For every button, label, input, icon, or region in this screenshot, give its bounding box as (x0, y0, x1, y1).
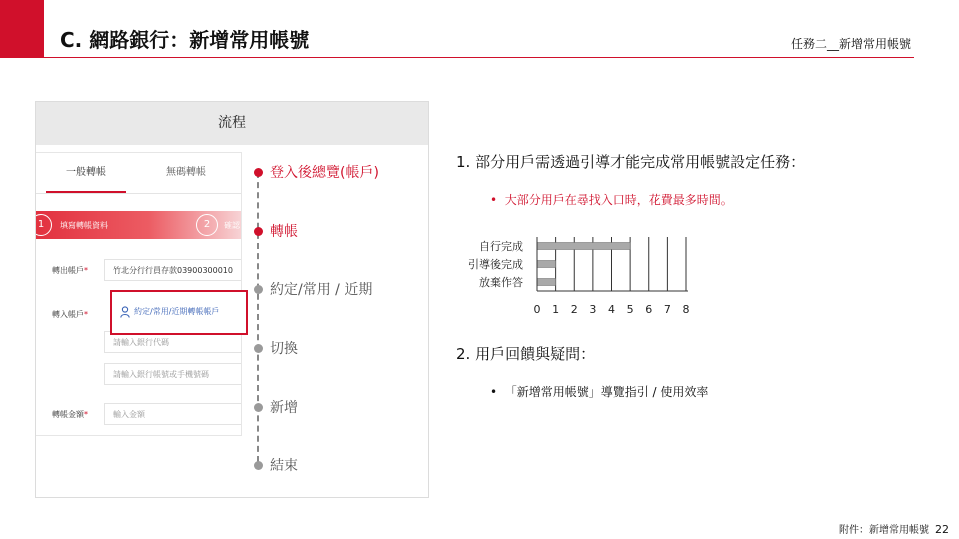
header-divider (44, 57, 914, 58)
chart-tick-label: 5 (626, 303, 634, 316)
chart-tick-label: 4 (608, 303, 615, 316)
chart-tick-label: 7 (663, 303, 671, 316)
to-account-label: 轉入帳戶* (52, 310, 88, 319)
flow-step-dot-2 (254, 227, 263, 236)
chart-tick-label: 2 (570, 303, 578, 316)
tab-divider (36, 193, 241, 194)
footer-appendix-label: 附件：新增常用帳號 (839, 525, 929, 536)
brand-accent-block (0, 0, 44, 58)
saved-accounts-link[interactable]: 約定/常用/近期轉帳帳戶 (134, 307, 220, 316)
chart-tick-label: 8 (682, 303, 690, 316)
user-icon (120, 306, 130, 318)
flow-panel-title: 流程 (36, 102, 428, 145)
from-account-label: 轉出帳戶* (52, 266, 88, 275)
step-2-label: 確認 (224, 221, 240, 230)
step-1-label: 填寫轉帳資料 (60, 221, 108, 230)
flow-step-dot-4 (254, 344, 263, 353)
footer (839, 521, 949, 536)
chart-bar (537, 261, 556, 268)
flow-step-end: 結束 (270, 458, 298, 474)
chart-bar (537, 279, 556, 286)
flow-connector-line (257, 172, 259, 462)
flow-step-dot-3 (254, 285, 263, 294)
bank-code-input[interactable]: 請輸入銀行代碼 (104, 331, 242, 353)
tab-cardless-transfer[interactable]: 無碼轉帳 (166, 167, 206, 178)
chart-category-label: 放棄作答 (479, 276, 523, 289)
task-label: 任務二__新增常用帳號 (790, 37, 911, 51)
tab-general-transfer[interactable]: 一般轉帳 (66, 167, 106, 178)
flow-step-login-overview: 登入後總覽(帳戶) (270, 165, 379, 181)
flow-step-saved-recent: 約定/常用 / 近期 (270, 282, 373, 298)
flow-step-transfer: 轉帳 (270, 224, 298, 240)
chart-tick-label: 6 (645, 303, 653, 316)
page-title: C. 網路銀行：新增常用帳號 (60, 28, 310, 52)
flow-step-add: 新增 (270, 400, 298, 416)
chart-bar (537, 243, 630, 250)
chart-tick-label: 0 (533, 303, 541, 316)
step-2-circle: 2 (196, 214, 218, 236)
chart-category-labels (468, 239, 523, 289)
finding-1-heading: 1. 部分用戶需透過引導才能完成常用帳號設定任務： (456, 153, 806, 171)
page-number: 22 (935, 523, 949, 536)
saved-accounts-link-highlight[interactable] (110, 290, 248, 335)
chart-bars (537, 243, 630, 286)
chart-tick-label: 1 (552, 303, 560, 316)
finding-2-bullet: • 「新增常用帳號」導覽指引 / 使用效率 (490, 385, 709, 399)
task-completion-chart (440, 230, 700, 322)
flow-step-dot-5 (254, 403, 263, 412)
account-number-input[interactable]: 請輸入銀行帳號或手機號碼 (104, 363, 242, 385)
chart-category-label: 自行完成 (479, 240, 523, 253)
flow-step-switch: 切換 (270, 341, 298, 357)
flow-panel (35, 101, 429, 498)
finding-2-heading: 2. 用戶回饋與疑問： (456, 345, 596, 363)
finding-1-bullet: • 大部分用戶在尋找入口時，花費最多時間。 (490, 193, 733, 207)
flow-step-dot-6 (254, 461, 263, 470)
chart-tick-labels (534, 303, 690, 316)
from-account-field[interactable]: 竹北分行行員存款03900300010 (104, 259, 242, 281)
chart-tick-label: 3 (589, 303, 597, 316)
amount-input[interactable]: 輸入金額 (104, 403, 242, 425)
amount-label: 轉帳金額* (52, 410, 88, 419)
step-1-circle: 1 (36, 214, 52, 236)
flow-step-dot-1 (254, 168, 263, 177)
chart-category-label: 引導後完成 (468, 258, 523, 271)
